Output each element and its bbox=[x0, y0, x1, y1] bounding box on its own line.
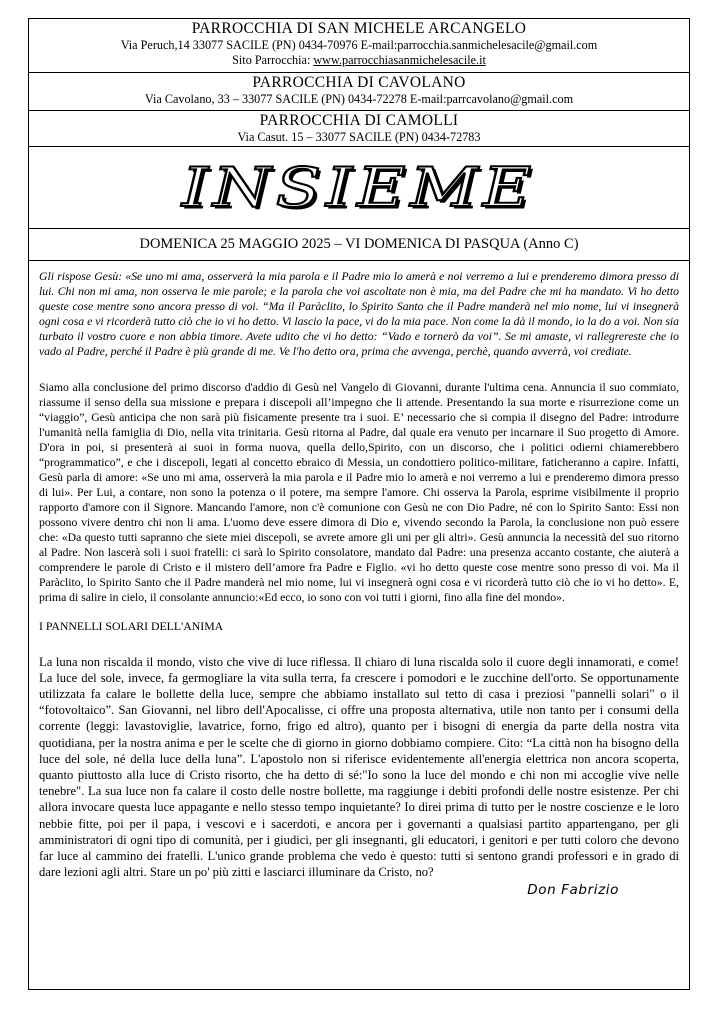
website-link[interactable]: www.parrocchiasanmichelesacile.it bbox=[313, 53, 486, 67]
insieme-logo bbox=[29, 147, 689, 229]
parish-name: PARROCCHIA DI CAVOLANO bbox=[252, 74, 466, 91]
parish-website-line bbox=[29, 53, 689, 68]
website-label: Sito Parrocchia: bbox=[232, 53, 314, 67]
article-title: I PANNELLI SOLARI DELL'ANIMA bbox=[39, 618, 224, 633]
parish-address: Via Peruch,14 33077 SACILE (PN) 0434-70976 E-mail:parrocchia.sanmichelesacile@gmail.com bbox=[120, 38, 598, 52]
parish-name: PARROCCHIA DI SAN MICHELE ARCANGELO bbox=[191, 20, 527, 37]
newsletter-frame bbox=[28, 18, 690, 990]
parish-camolli-block bbox=[29, 111, 689, 147]
logo-title: INSIEME bbox=[181, 155, 537, 220]
gospel-passage: Gli rispose Gesù: «Se uno mi ama, osserverà la mia parola e il Padre mio lo amerà e noi verremo a lui e prenderemo dimora presso di lui. Chi non mi ama, non osserva le mie parole; e la parola che voi ascoltate non è mia, ma del Padre che mi ha mandato. Vi ho detto queste cose mentre sono ancora presso di voi. “Ma il Paràclito, lo Spirito Santo che il Padre manderà nel mio nome, lui vi insegnerà ogni cosa e vi ricorderà tutto ciò che io vi ho detto. Vi lascio la pace, vi do la mia pace. Non come la dà il mondo, io la do a voi. Non sia turbato il vostro cuore e non abbia timore. Avete udito che vi ho detto: “Vado e tornerò da voi”. Se mi amaste, vi rallegrereste che io vado al Padre, perché il Padre è più grande di me. Ve l'ho detto ora, prima che avvenga, perchè, quando avverrà, voi crediate. bbox=[39, 270, 679, 359]
parish-address: Via Cavolano, 33 – 33077 SACILE (PN) 0434-72278 E-mail:parrcavolano@gmail.com bbox=[144, 92, 574, 106]
date-line: DOMENICA 25 MAGGIO 2025 – VI DOMENICA DI PASQUA (Anno C) bbox=[29, 229, 689, 261]
article-body: La luna non riscalda il mondo, visto che vive di luce riflessa. Il chiaro di luna riscalda solo il cuore degli innamorati, e come! La luce del sole, invece, fa germogliare la vita sulla terra, fa crescere i pomodori e le zucchine dell'orto. Se opportunamente utilizzata fa calare le bollette della luce, sempre che abbiamo installato sul tetto di casa i preziosi "pannelli solari" o il “fotovoltaico”. San Giovanni, nel libro dell'Apocalisse, ci offre una proposta alternativa, utile non tanto per i consumi della corrente (leggi: lavastoviglie, lavatrice, forno, frigo ed altro), quanto per i bisogni di energia da parte della nostra vita quotidiana, per la nostra anima e per le scelte che di giorno in giorno dobbiamo compiere. Cito: “La città non ha bisogno della luce del sole, né della luce della luna”. L'apostolo non si riferisce evidentemente all'energia elettrica non ancora scoperta, quanto piuttosto alla luce di Cristo risorto, che ha detto di sé:"Io sono la luce del mondo e chi non mi accoglie vive nelle tenebre". La sua luce non fa calare il costo delle nostre bollette, ma raggiunge i debiti profondi delle nostre esistenze. Per chi allora invocare questa luce appagante e nello stesso tempo inquietante? Io direi prima di tutto per le nostre coscienze e le loro nebbie fitte, poi per il papa, i vescovi e i sacerdoti, e ancora per i governanti a qualsiasi partito appartengano, per gli amministratori di ogni tipo di comunità, per i giudici, per gli insegnanti, gli educatori, i genitori e per tutti coloro che devono far luce al cammino dei fratelli. L'unico grande problema che vedo è questo: tutti si sentono grandi professori e in grado di dare lezioni agli altri. Stare un po' più zitti e lasciarci illuminare da Cristo, no? bbox=[39, 654, 679, 880]
main-content bbox=[29, 261, 689, 898]
parish-address: Via Casut. 15 – 33077 SACILE (PN) 0434-72783 bbox=[237, 130, 481, 144]
parish-cavolano-block bbox=[29, 73, 689, 111]
signature: Don Fabrizio bbox=[527, 882, 619, 899]
parish-san-michele-block bbox=[29, 19, 689, 73]
gospel-commentary: Siamo alla conclusione del primo discorso d'addio di Gesù nel Vangelo di Giovanni, durante l'ultima cena. Annuncia il suo commiato, riassume il senso della sua missione e prepara i discepoli all’impegno che li attende. Presentando la sua morte e risurrezione come un “viaggio”, Gesù anticipa che non sarà più fisicamente presente tra i suoi. E’ necessario che si compia il disegno del Padre: introdurre l'umanità nella famiglia di Dio, nella vita trinitaria. Gesù ritorna al Padre, dal quale era venuto per incarnare il Suo progetto di Amore. D'ora in poi, si presenterà ai suoi in forma nuova, quella dello,Spirito, con un discorso, che i politici odierni chiamerebbero “programmatico”, e che i discepoli, legati al concetto ebraico di Messia, un condottiero politico-militare, faticheranno a capire. Infatti, Gesù parla di amore: «Se uno mi ama, osserverà la mia parola e il Padre mio lo amerà e noi verremo a lui e prenderemo dimora presso di lui». Per Lui, a contare, non sono la potenza o il potere, ma sempre l'amore. Chi osserva la Parola, esprime visibilmente il proprio rapporto d'amore con il Signore. Mancando l'amore, non c'è comunione con Gesù ne con Dio Padre, né con lo Spirito Santo: Essi non possono vivere dentro chi non li ama. L'uomo deve essere dimora di Dio e, vivendo secondo la Parola, la conclusione non può essere che: «Da questo tutti sapranno che siete miei discepoli, se avrete amore gli uni per gli altri». Gesù annuncia la necessità del suo ritorno al Padre. Non lascerà soli i suoi fratelli: ci sarà lo Spirito consolatore, mandato dal Padre: una presenza accanto costante, che aiuterà a comprendere le parole di Cristo e il mistero dell’amore fra Padre e Figlio. «vi ho detto queste cose mentre sono presso di voi. Ma il Paràclito, lo Spirito Santo che il Padre manderà nel mio nome, lui vi insegnerà ogni cosa e vi ricorderà tutto ciò che io vi ho detto». E, prima di salire in cielo, il consolante annuncio:«Ed ecco, io sono con voi tutti i giorni, fino alla fine del mondo». bbox=[39, 380, 679, 604]
parish-name: PARROCCHIA DI CAMOLLI bbox=[259, 112, 459, 129]
